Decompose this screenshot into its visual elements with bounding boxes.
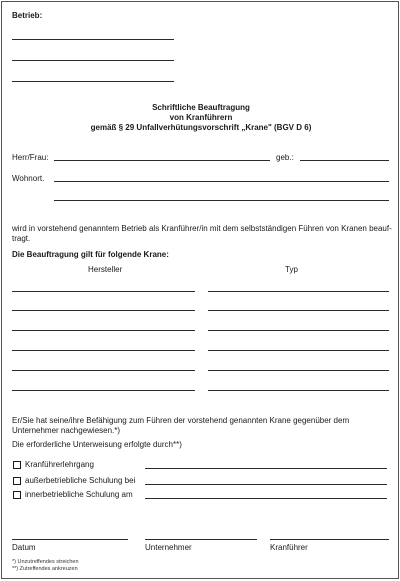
name-field[interactable] [54,160,270,161]
employer-label: Unternehmer [145,543,192,552]
form-page [1,1,399,579]
type-field-6[interactable] [208,390,389,391]
type-field-3[interactable] [208,330,389,331]
address-field-2[interactable] [54,200,389,201]
option-checkbox-external[interactable] [13,477,21,485]
name-label: Herr/Frau: [12,153,49,162]
betrieb-line-1[interactable] [12,39,174,40]
address-label: Wohnort. [12,174,45,183]
date-signature-line[interactable] [12,539,128,540]
footnote-2: **) Zutreffendes ankreuzen [12,566,78,572]
employer-signature-line[interactable] [145,539,257,540]
option-checkbox-course[interactable] [13,461,21,469]
manufacturer-field-3[interactable] [12,330,195,331]
option-checkbox-internal[interactable] [13,491,21,499]
title-line-2: von Kranführern [169,113,233,122]
type-field-5[interactable] [208,370,389,371]
operator-label: Kranführer [270,543,308,552]
manufacturer-field-4[interactable] [12,350,195,351]
cranes-heading: Die Beauftragung gilt für folgende Krane: [12,250,169,259]
option-label-course: Kranführerlehrgang [25,460,94,469]
option-label-internal: innerbetriebliche Schulung am [25,490,133,499]
type-field-4[interactable] [208,350,389,351]
address-field-1[interactable] [54,181,389,182]
title-line-1: Schriftliche Beauftragung [152,103,250,112]
col-manufacturer: Hersteller [88,265,123,274]
betrieb-line-2[interactable] [12,60,174,61]
option-field-external[interactable] [145,484,387,485]
instruction-text: Die erforderliche Unterweisung erfolgte durch**) [12,440,182,449]
manufacturer-field-2[interactable] [12,310,195,311]
col-type: Typ [285,265,298,274]
qualification-text-1: Er/Sie hat seine/ihre Befähigung zum Führen der vorstehend genannten Krane gegenüber dem [12,416,350,425]
qualification-text-2: Unternehmer nachgewiesen.*) [12,426,121,435]
type-field-1[interactable] [208,291,389,292]
betrieb-label: Betrieb: [12,11,43,20]
born-label: geb.: [276,153,294,162]
date-label: Datum [12,543,36,552]
operator-signature-line[interactable] [270,539,389,540]
title-line-3: gemäß § 29 Unfallverhütungsvorschrift „Krane" (BGV D 6) [90,123,312,132]
manufacturer-field-6[interactable] [12,390,195,391]
option-field-course[interactable] [145,468,387,469]
option-label-external: außerbetriebliche Schulung bei [25,476,136,485]
manufacturer-field-5[interactable] [12,370,195,371]
born-field[interactable] [300,160,389,161]
manufacturer-field-1[interactable] [12,291,195,292]
assignment-text-2: tragt. [12,234,31,243]
footnote-1: *) Unzutreffendes streichen [12,559,79,565]
betrieb-line-3[interactable] [12,81,174,82]
assignment-text-1: wird in vorstehend genanntem Betrieb als Kranführer/in mit dem selbstständigen Führen von Kranen beauf- [12,224,392,233]
type-field-2[interactable] [208,310,389,311]
option-field-internal[interactable] [145,498,387,499]
